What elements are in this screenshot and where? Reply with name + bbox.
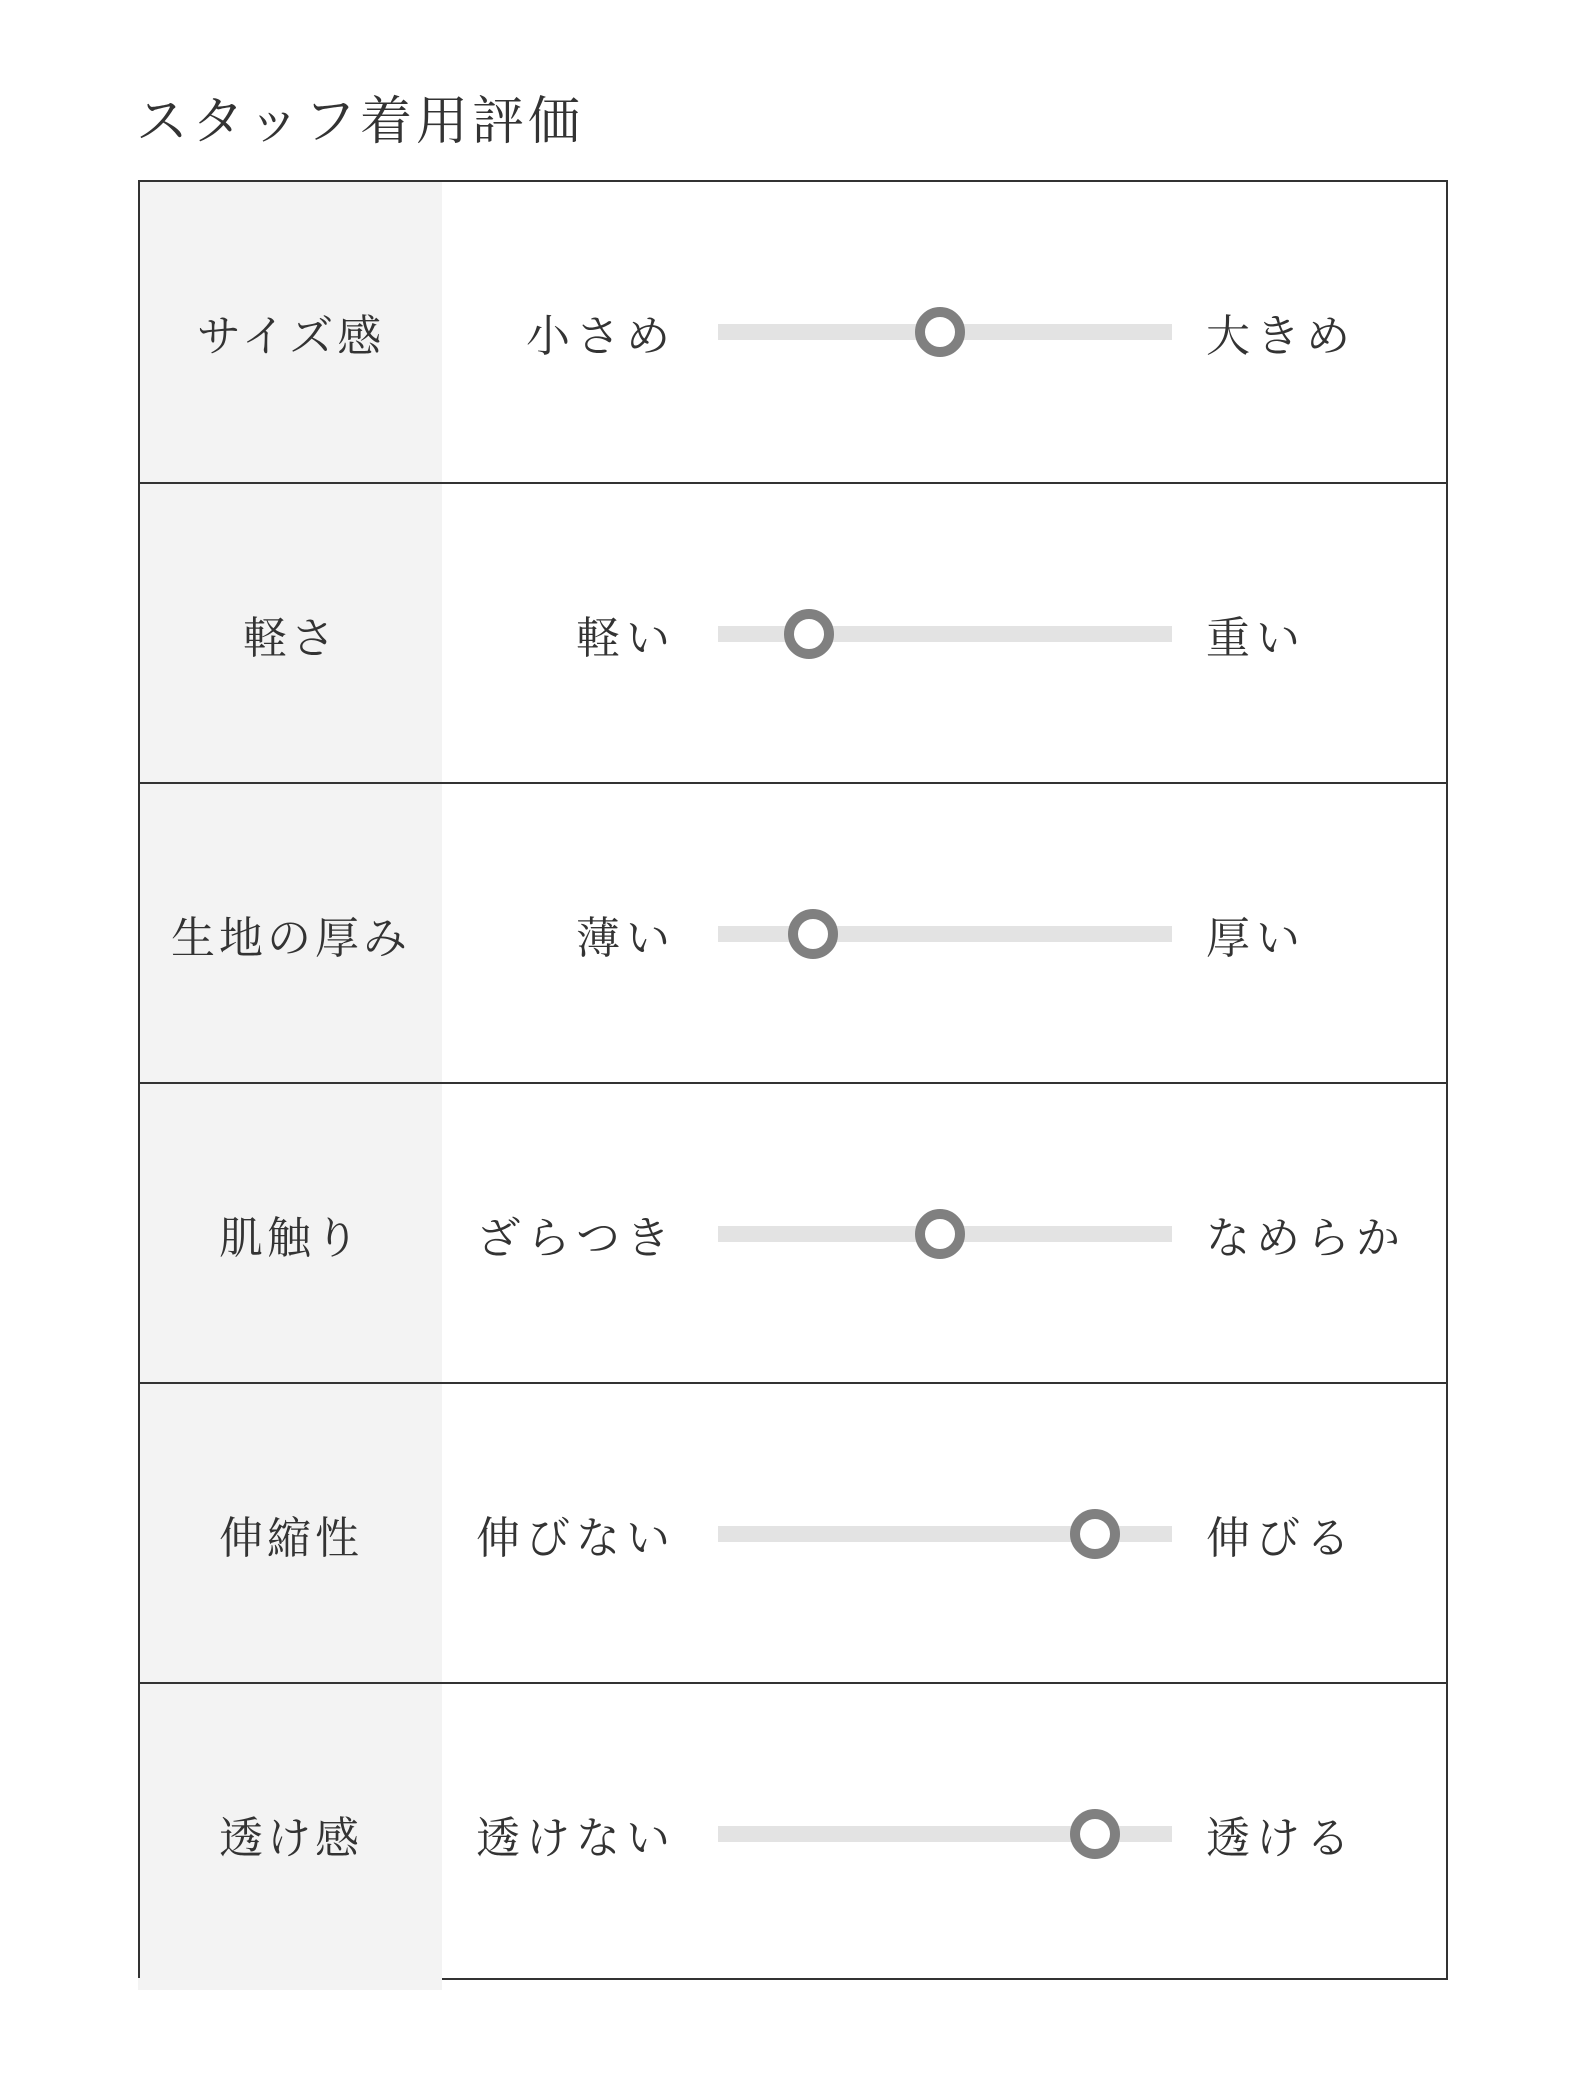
rating-row-texture — [140, 1082, 1446, 1384]
scale-min-label: ざらつき — [476, 1213, 676, 1264]
rating-thumb — [1070, 1809, 1120, 1859]
rating-thumb — [788, 909, 838, 959]
rating-row-lightness — [140, 482, 1446, 784]
rating-track — [718, 1826, 1172, 1842]
scale-max-label: なめらか — [1206, 1213, 1406, 1264]
scale-max-label: 厚い — [1206, 913, 1306, 964]
rating-track — [718, 926, 1172, 942]
rating-thumb — [915, 1209, 965, 1259]
rating-row-size — [140, 182, 1446, 482]
rating-track — [718, 324, 1172, 340]
row-label: 生地の厚み — [140, 784, 442, 1084]
rating-thumb — [1070, 1509, 1120, 1559]
row-label: 伸縮性 — [140, 1384, 442, 1684]
scale-min-label: 小さめ — [526, 311, 676, 362]
rating-table — [138, 180, 1448, 1980]
scale-min-label: 薄い — [576, 913, 676, 964]
scale-max-label: 大きめ — [1206, 311, 1356, 362]
rating-track — [718, 1526, 1172, 1542]
scale-min-label: 伸びない — [476, 1513, 676, 1564]
row-label: 透け感 — [140, 1684, 442, 1984]
scale-max-label: 透ける — [1206, 1813, 1356, 1864]
scale-max-label: 重い — [1206, 613, 1306, 664]
row-label: 軽さ — [140, 484, 442, 784]
rating-row-sheerness — [140, 1682, 1446, 1984]
row-label: 肌触り — [140, 1084, 442, 1384]
scale-min-label: 軽い — [576, 613, 676, 664]
page-title: スタッフ着用評価 — [136, 92, 585, 152]
rating-thumb — [915, 307, 965, 357]
label-column-tail — [138, 1978, 442, 1990]
rating-row-thickness — [140, 782, 1446, 1084]
rating-thumb — [784, 609, 834, 659]
scale-max-label: 伸びる — [1206, 1513, 1356, 1564]
row-label: サイズ感 — [140, 182, 442, 482]
rating-row-stretch — [140, 1382, 1446, 1684]
rating-track — [718, 626, 1172, 642]
rating-track — [718, 1226, 1172, 1242]
scale-min-label: 透けない — [476, 1813, 676, 1864]
